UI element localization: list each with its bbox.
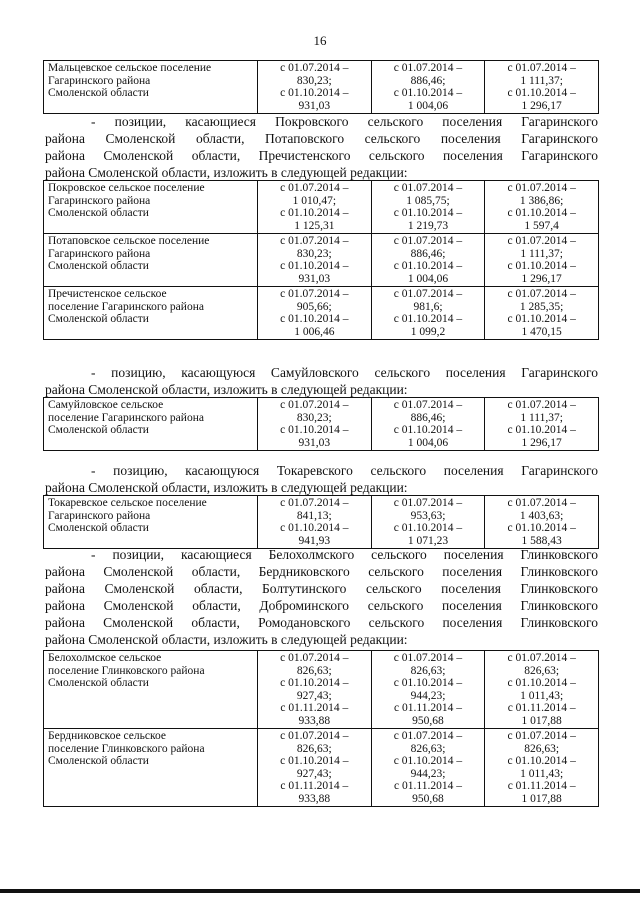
table-row [44, 496, 599, 549]
tariff-line: 826,63; [524, 664, 560, 677]
tariff-line: 1 386,86; [519, 194, 564, 207]
tariff-line: 933,88 [298, 714, 331, 727]
table-row [44, 398, 599, 451]
tariff-line: 1 085,75; [406, 194, 450, 207]
tariff-line: 1 403,63; [519, 509, 564, 522]
instruction-paragraph [45, 462, 598, 496]
tariff-line: 950,68 [412, 714, 444, 727]
tariff-line: с 01.07.2014 – [393, 497, 463, 509]
instruction-paragraph [45, 364, 598, 398]
table-row [44, 181, 599, 234]
tariff-line: с 01.07.2014 – [507, 235, 576, 247]
settlement-name-cell [44, 181, 258, 234]
settlement-name-line: Гагаринского района [48, 247, 151, 260]
settlement-name-line: Потаповское сельское поселение [48, 235, 210, 247]
tariff-line: с 01.10.2014 – [507, 677, 576, 689]
paragraph-line: района Смоленской области, изложить в следующей редакции: [45, 632, 408, 647]
paragraph-line: района Смоленской области, Пречистенского сельского поселения Гагаринского [45, 148, 598, 163]
tariff-cell [258, 234, 372, 287]
settlement-name-line: Мальцевское сельское поселение [48, 62, 212, 74]
tariff-line: 1 597,4 [524, 219, 559, 232]
settlement-name-line: Смоленской области [48, 424, 149, 436]
settlement-name-line: Смоленской области [48, 313, 149, 325]
tariff-line: 950,68 [412, 792, 444, 805]
table-row [44, 234, 599, 287]
tariff-cell [371, 651, 485, 729]
tariff-cell [371, 729, 485, 807]
instruction-paragraph [45, 113, 598, 181]
paragraph-line: района Смоленской области, изложить в следующей редакции: [45, 165, 408, 180]
tariff-line: с 01.10.2014 – [280, 522, 349, 534]
tariff-line: с 01.10.2014 – [280, 424, 349, 436]
tariff-line: с 01.10.2014 – [507, 313, 576, 325]
tariff-line: 1 006,46 [294, 325, 335, 338]
tariff-table [43, 180, 599, 340]
tariff-line: 886,46; [410, 247, 446, 260]
tariff-line: с 01.10.2014 – [280, 313, 349, 325]
settlement-name-line: Смоленской области [48, 260, 149, 272]
tariff-line: с 01.11.2014 – [507, 780, 576, 792]
tariff-cell [258, 651, 372, 729]
tariff-line: с 01.10.2014 – [393, 260, 463, 272]
tariff-line: с 01.07.2014 – [507, 182, 576, 194]
tariff-line: 1 071,23 [407, 534, 449, 547]
tariff-line: 927,43; [296, 689, 332, 702]
tariff-cell [258, 729, 372, 807]
tariff-line: с 01.07.2014 – [280, 652, 349, 664]
bottom-rule [0, 889, 640, 893]
tariff-line: 931,03 [298, 272, 331, 285]
tariff-cell [371, 61, 485, 114]
tariff-line: с 01.07.2014 – [507, 62, 576, 74]
settlement-name-line: Смоленской области [48, 677, 149, 689]
tariff-line: 931,03 [298, 436, 331, 449]
tariff-line: 953,63; [410, 509, 446, 522]
settlement-name-cell [44, 61, 258, 114]
tariff-line: 830,23; [296, 74, 332, 87]
tariff-cell [485, 496, 599, 549]
tariff-line: с 01.07.2014 – [280, 288, 349, 300]
tariff-line: 1 004,06 [407, 99, 449, 112]
settlement-name-line: Токаревское сельское поселение [48, 497, 207, 509]
tariff-line: с 01.10.2014 – [393, 87, 463, 99]
paragraph-line: - позиции, касающиеся Покровского сельского поселения Гагаринского [91, 114, 598, 129]
tariff-line: с 01.07.2014 – [393, 62, 463, 74]
tariff-line: 826,63; [410, 664, 446, 677]
paragraph-line: района Смоленской области, Потаповского сельского поселения Гагаринского [45, 131, 598, 146]
tariff-line: с 01.07.2014 – [280, 182, 349, 194]
tariff-line: с 01.07.2014 – [507, 288, 576, 300]
tariff-cell [485, 729, 599, 807]
table-row [44, 651, 599, 729]
settlement-name-cell [44, 287, 258, 340]
tariff-table [43, 397, 599, 451]
tariff-line: с 01.07.2014 – [280, 235, 349, 247]
tariff-line: 1 011,43; [520, 689, 564, 702]
tariff-line: с 01.10.2014 – [507, 207, 576, 219]
tariff-line: 1 017,88 [521, 792, 562, 805]
instruction-paragraph [45, 546, 598, 648]
tariff-line: 1 296,17 [521, 99, 562, 112]
tariff-cell [485, 234, 599, 287]
paragraph-line: района Смоленской области, Болтутинского сельского поселения Глинковского [45, 581, 598, 596]
tariff-cell [485, 61, 599, 114]
settlement-name-cell [44, 729, 258, 807]
settlement-name-line: Пречистенское сельское [48, 288, 167, 300]
paragraph-line: района Смоленской области, Бердниковского сельского поселения Глинковского [45, 564, 598, 579]
tariff-line: с 01.07.2014 – [507, 497, 576, 509]
settlement-name-line: Гагаринского района [48, 74, 151, 87]
tariff-table [43, 495, 599, 549]
tariff-line: с 01.11.2014 – [394, 780, 462, 792]
tariff-line: с 01.07.2014 – [280, 62, 349, 74]
settlement-name-line: поселение Глинковского района [48, 742, 205, 755]
tariff-line: с 01.10.2014 – [507, 260, 576, 272]
page-number: 16 [313, 33, 327, 48]
settlement-name-line: Самуйловское сельское [48, 399, 164, 411]
tariff-line: с 01.10.2014 – [507, 755, 576, 767]
tariff-line: 1 296,17 [521, 272, 562, 285]
tariff-line: 886,46; [410, 74, 446, 87]
tariff-cell [258, 496, 372, 549]
table-row [44, 61, 599, 114]
tariff-line: с 01.10.2014 – [280, 207, 349, 219]
tariff-line: 841,13; [296, 509, 332, 522]
tariff-line: с 01.07.2014 – [393, 288, 463, 300]
tariff-cell [258, 398, 372, 451]
paragraph-line: - позиции, касающиеся Белохолмского сельского поселения Глинковского [91, 547, 598, 562]
tariff-line: 1 111,37; [520, 411, 563, 424]
tariff-line: с 01.07.2014 – [393, 652, 463, 664]
tariff-line: с 01.10.2014 – [393, 755, 463, 767]
paragraph-line: района Смоленской области, Доброминского сельского поселения Глинковского [45, 598, 598, 613]
settlement-name-cell [44, 651, 258, 729]
tariff-line: с 01.07.2014 – [280, 730, 349, 742]
tariff-line: 826,63; [296, 664, 332, 677]
tariff-line: с 01.10.2014 – [393, 313, 463, 325]
tariff-line: с 01.10.2014 – [280, 677, 349, 689]
tariff-line: с 01.07.2014 – [393, 235, 463, 247]
tariff-line: 1 296,17 [521, 436, 562, 449]
tariff-cell [371, 181, 485, 234]
settlement-name-cell [44, 398, 258, 451]
tariff-line: с 01.10.2014 – [507, 87, 576, 99]
tariff-line: 886,46; [410, 411, 446, 424]
tariff-line: 830,23; [296, 247, 332, 260]
tariff-cell [485, 398, 599, 451]
tariff-cell [371, 496, 485, 549]
tariff-line: 1 470,15 [521, 325, 562, 338]
tariff-cell [371, 287, 485, 340]
paragraph-line: района Смоленской области, изложить в следующей редакции: [45, 480, 408, 495]
tariff-line: с 01.07.2014 – [507, 399, 576, 411]
tariff-line: с 01.10.2014 – [280, 260, 349, 272]
tariff-cell [258, 61, 372, 114]
tariff-line: с 01.07.2014 – [507, 730, 576, 742]
tariff-line: 1 010,47; [292, 194, 337, 207]
paragraph-line: - позицию, касающуюся Токаревского сельского поселения Гагаринского [91, 463, 598, 478]
tariff-cell [371, 234, 485, 287]
tariff-line: с 01.11.2014 – [280, 780, 349, 792]
tariff-line: 927,43; [296, 767, 332, 780]
tariff-line: 1 011,43; [520, 767, 564, 780]
tariff-table [43, 60, 599, 114]
tariff-line: 1 099,2 [410, 325, 446, 338]
tariff-line: с 01.10.2014 – [393, 522, 463, 534]
tariff-line: 826,63; [296, 742, 332, 755]
settlement-name-cell [44, 234, 258, 287]
tariff-line: с 01.07.2014 – [393, 399, 463, 411]
tariff-line: 826,63; [410, 742, 446, 755]
tariff-line: 1 219,73 [407, 219, 449, 232]
tariff-line: с 01.10.2014 – [507, 522, 576, 534]
settlement-name-line: Гагаринского района [48, 509, 151, 522]
tariff-line: 1 111,37; [520, 74, 563, 87]
tariff-line: 931,03 [298, 99, 331, 112]
tariff-line: 1 004,06 [407, 272, 449, 285]
settlement-name-line: поселение Гагаринского района [48, 411, 204, 424]
tariff-line: с 01.11.2014 – [507, 702, 576, 714]
tariff-cell [485, 651, 599, 729]
settlement-name-line: Смоленской области [48, 755, 149, 767]
tariff-cell [371, 398, 485, 451]
tariff-cell [258, 181, 372, 234]
settlement-name-line: Смоленской области [48, 522, 149, 534]
tariff-line: 933,88 [298, 792, 331, 805]
tariff-cell [485, 181, 599, 234]
tariff-line: с 01.10.2014 – [507, 424, 576, 436]
tariff-line: 1 004,06 [407, 436, 449, 449]
settlement-name-cell [44, 496, 258, 549]
tariff-line: с 01.10.2014 – [280, 755, 349, 767]
tariff-line: 981,6; [413, 300, 443, 313]
settlement-name-line: Гагаринского района [48, 194, 151, 207]
tariff-line: 941,93 [298, 534, 331, 547]
tariff-line: с 01.07.2014 – [280, 399, 349, 411]
table-row [44, 729, 599, 807]
table-row [44, 287, 599, 340]
settlement-name-line: Бердниковское сельское [48, 730, 166, 742]
settlement-name-line: поселение Глинковского района [48, 664, 205, 677]
tariff-line: с 01.07.2014 – [280, 497, 349, 509]
tariff-line: с 01.07.2014 – [507, 652, 576, 664]
settlement-name-line: Белохолмское сельское [48, 652, 162, 664]
tariff-line: с 01.10.2014 – [280, 87, 349, 99]
tariff-line: 1 588,43 [521, 534, 562, 547]
tariff-line: 944,23; [410, 767, 446, 780]
tariff-line: 905,66; [296, 300, 332, 313]
tariff-line: 1 285,35; [519, 300, 564, 313]
tariff-line: с 01.07.2014 – [393, 730, 463, 742]
tariff-line: с 01.10.2014 – [393, 207, 463, 219]
paragraph-line: района Смоленской области, Ромодановского сельского поселения Глинковского [45, 615, 598, 630]
settlement-name-line: Покровское сельское поселение [48, 182, 205, 194]
paragraph-line: района Смоленской области, изложить в следующей редакции: [45, 382, 408, 397]
paragraph-line: - позицию, касающуюся Самуйловского сельского поселения Гагаринского [91, 365, 598, 380]
settlement-name-line: поселение Гагаринского района [48, 300, 204, 313]
tariff-table [43, 650, 599, 807]
tariff-line: 830,23; [296, 411, 332, 424]
tariff-line: 944,23; [410, 689, 446, 702]
tariff-line: с 01.07.2014 – [393, 182, 463, 194]
tariff-line: с 01.10.2014 – [393, 424, 463, 436]
tariff-line: с 01.11.2014 – [394, 702, 462, 714]
settlement-name-line: Смоленской области [48, 207, 149, 219]
tariff-line: с 01.10.2014 – [393, 677, 463, 689]
tariff-line: 1 125,31 [294, 219, 335, 232]
settlement-name-line: Смоленской области [48, 87, 149, 99]
tariff-cell [485, 287, 599, 340]
tariff-line: 1 111,37; [520, 247, 563, 260]
tariff-line: 1 017,88 [521, 714, 562, 727]
tariff-line: 826,63; [524, 742, 560, 755]
tariff-line: с 01.11.2014 – [280, 702, 349, 714]
tariff-cell [258, 287, 372, 340]
